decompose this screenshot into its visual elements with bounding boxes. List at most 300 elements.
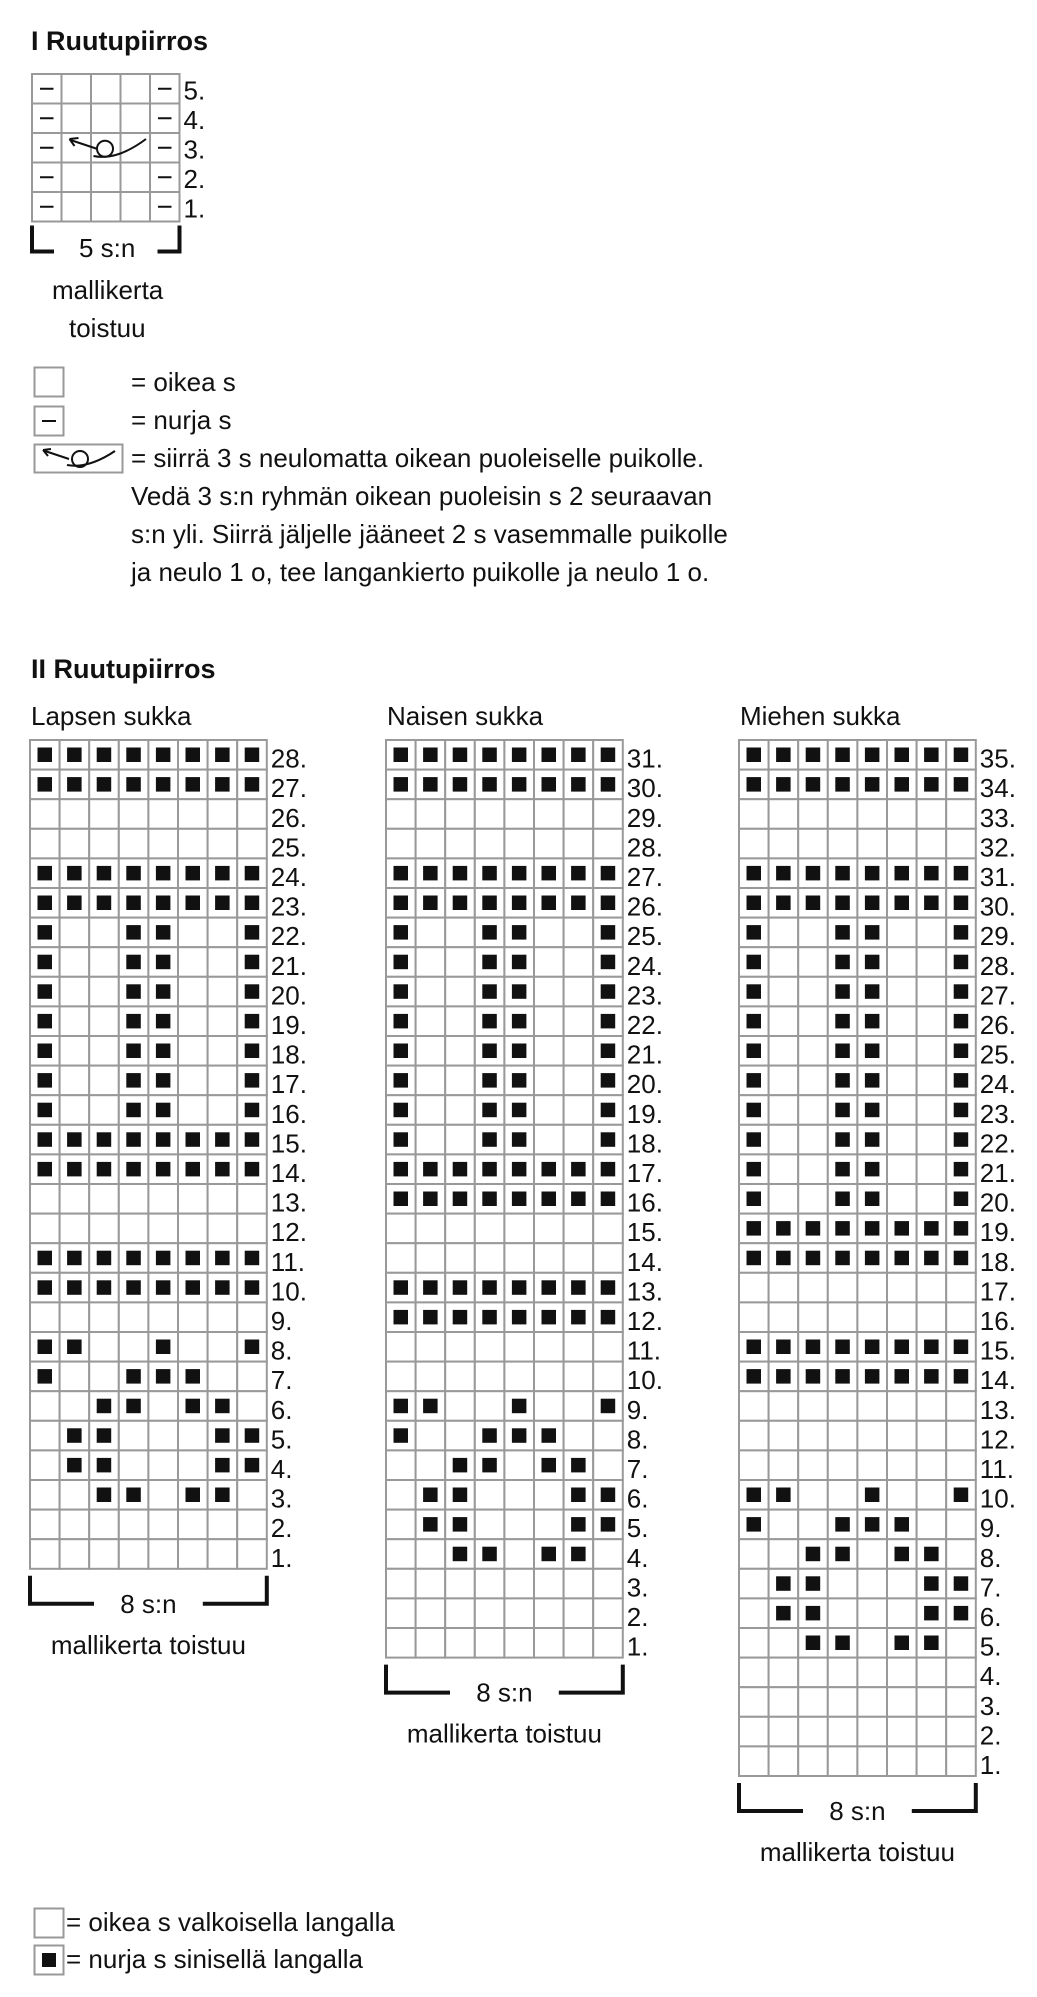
purl-mark [865, 1517, 880, 1532]
stitch-cell [798, 1125, 828, 1155]
row-number: 27. [270, 773, 307, 804]
chart1-cell [121, 163, 151, 193]
row-number: 23. [979, 1098, 1016, 1129]
legend-knit-square [33, 366, 67, 400]
stitch-cell [769, 1746, 799, 1776]
purl-mark [186, 1280, 201, 1295]
stitch-cell [60, 947, 90, 977]
purl-mark [423, 1162, 438, 1177]
stitch-cell [445, 1095, 475, 1125]
stitch-cell [445, 1598, 475, 1628]
stitch-cell [60, 918, 90, 948]
purl-mark [482, 984, 497, 999]
purl-mark [38, 984, 53, 999]
purl-mark [601, 1192, 616, 1207]
row-number: 11. [626, 1335, 662, 1366]
purl-mark [245, 1073, 260, 1088]
purl-mark [245, 1132, 260, 1147]
purl-mark [747, 1517, 762, 1532]
stitch-cell [739, 1421, 769, 1451]
stitch-cell [828, 1421, 858, 1451]
stitch-cell [564, 977, 594, 1007]
stitch-cell [593, 829, 623, 859]
stitch-cell [475, 1598, 505, 1628]
purl-mark [394, 1192, 409, 1207]
row-number: 6. [626, 1483, 649, 1514]
stitch-cell [917, 1095, 947, 1125]
stitch-cell [504, 1480, 534, 1510]
stitch-cell [119, 1214, 149, 1244]
stitch-cell [534, 1066, 564, 1096]
row-number: 15. [626, 1217, 663, 1248]
purl-mark [97, 748, 112, 763]
row-number: 25. [626, 921, 663, 952]
stitch-cell [887, 1125, 917, 1155]
purl-mark [924, 1340, 939, 1355]
chart1-caption-1: mallikerta [52, 275, 164, 305]
purl-mark [865, 1162, 880, 1177]
stitch-cell [237, 1214, 267, 1244]
purl-mark [747, 1132, 762, 1147]
legend-filled-square [33, 1944, 67, 1978]
purl-mark [512, 1192, 527, 1207]
stitch-cell [917, 1184, 947, 1214]
row-number: 7. [626, 1454, 649, 1484]
stitch-cell [739, 1391, 769, 1421]
stitch-cell [534, 1569, 564, 1599]
purl-mark [512, 1132, 527, 1147]
purl-mark [835, 1547, 850, 1562]
purl-mark [126, 748, 141, 763]
stitch-cell [119, 1539, 149, 1569]
purl-mark [601, 1162, 616, 1177]
stitch-cell [828, 1273, 858, 1303]
purl-mark [954, 1340, 969, 1355]
row-number: 8. [979, 1542, 1002, 1573]
stitch-cell [593, 799, 623, 829]
purl-mark [954, 1576, 969, 1591]
row-number: 3. [979, 1690, 1002, 1721]
purl-mark [806, 777, 821, 792]
purl-mark [215, 1488, 230, 1503]
purl-mark [482, 777, 497, 792]
purl-mark [38, 1280, 53, 1295]
chart1-row-label: 1. [183, 193, 206, 224]
stitch-cell [60, 829, 90, 859]
stitch-cell [148, 1391, 178, 1421]
row-number: 25. [270, 832, 307, 863]
purl-mark [747, 1162, 762, 1177]
stitch-cell [564, 1332, 594, 1362]
stitch-cell [237, 1510, 267, 1540]
stitch-cell [60, 1066, 90, 1096]
stitch-cell [593, 1214, 623, 1244]
purl-mark [482, 955, 497, 970]
stitch-cell [593, 1569, 623, 1599]
stitch-cell [534, 1036, 564, 1066]
purl-mark [601, 1044, 616, 1059]
stitch-cell [769, 1539, 799, 1569]
stitch-cell [857, 1450, 887, 1480]
purl-mark [67, 1428, 82, 1443]
repeat-caption: mallikerta toistuu [406, 1718, 602, 1749]
stitch-cell [828, 1569, 858, 1599]
stitch-cell [89, 1302, 119, 1332]
chart1-cell [62, 192, 92, 222]
stitch-cell [208, 1095, 238, 1125]
row-number: 29. [979, 921, 1016, 952]
stitch-cell [30, 1480, 60, 1510]
stitch-cell [534, 1598, 564, 1628]
purl-mark [776, 1576, 791, 1591]
purl-mark [453, 1162, 468, 1177]
purl-mark [245, 866, 260, 881]
purl-mark [394, 1132, 409, 1147]
stitch-cell [445, 1006, 475, 1036]
stitch-cell [89, 1036, 119, 1066]
stitch-cell [416, 1362, 446, 1392]
stitch-cell [208, 947, 238, 977]
stitch-cell [148, 1302, 178, 1332]
purl-mark [835, 1340, 850, 1355]
purl-mark [482, 1458, 497, 1473]
row-number: 16. [270, 1098, 307, 1129]
purl-mark [776, 777, 791, 792]
purl-mark [38, 1369, 53, 1384]
stitch-cell [386, 829, 416, 859]
purl-mark [865, 748, 880, 763]
stitch-cell [89, 947, 119, 977]
stitch-cell [917, 1421, 947, 1451]
purl-mark [67, 1458, 82, 1473]
stitch-cell [857, 1539, 887, 1569]
purl-mark [67, 896, 82, 911]
stitch-cell [534, 947, 564, 977]
stitch-cell [769, 1125, 799, 1155]
purl-mark [38, 925, 53, 940]
stitch-cell [208, 1302, 238, 1332]
purl-mark [571, 1192, 586, 1207]
row-number: 17. [626, 1158, 663, 1188]
stitch-cell [887, 1302, 917, 1332]
stitch-cell [534, 977, 564, 1007]
repeat-bracket-right [559, 1665, 623, 1693]
stitch-cell [917, 977, 947, 1007]
repeat-text: 8 s:n [476, 1677, 533, 1708]
purl-mark [776, 1488, 791, 1503]
stitch-cell [60, 1362, 90, 1392]
legend-cable-line-2: Vedä 3 s:n ryhmän oikean puoleisin s 2 seuraavan [131, 481, 713, 511]
row-number: 6. [979, 1602, 1002, 1632]
stitch-cell [178, 799, 208, 829]
purl-mark [865, 866, 880, 881]
purl-mark [865, 777, 880, 792]
stitch-cell [946, 1717, 976, 1747]
purl-mark [601, 866, 616, 881]
stitch-cell [445, 1125, 475, 1155]
repeat-text: 8 s:n [120, 1588, 177, 1619]
purl-mark [601, 748, 616, 763]
row-number: 24. [270, 862, 307, 892]
chart1-cell [121, 74, 151, 104]
purl-mark [156, 1251, 171, 1266]
stitch-cell [148, 1421, 178, 1451]
row-number: 28. [626, 832, 663, 863]
stitch-cell [30, 1184, 60, 1214]
stitch-cell [917, 918, 947, 948]
stitch-cell [416, 1332, 446, 1362]
stitch-cell [946, 1746, 976, 1776]
stitch-cell [946, 829, 976, 859]
purl-mark [542, 1192, 557, 1207]
stitch-cell [564, 1243, 594, 1273]
stitch-cell [60, 1302, 90, 1332]
purl-mark [156, 866, 171, 881]
purl-mark [423, 748, 438, 763]
stitch-cell [30, 1450, 60, 1480]
row-number: 12. [270, 1217, 307, 1248]
purl-mark [747, 925, 762, 940]
purl-mark [453, 896, 468, 911]
stitch-cell [946, 1391, 976, 1421]
stitch-cell [917, 1006, 947, 1036]
legend-purl-square [33, 405, 67, 439]
purl-mark [482, 866, 497, 881]
purl-mark [67, 1162, 82, 1177]
stitch-cell [208, 1539, 238, 1569]
stitch-cell [504, 1628, 534, 1658]
purl-mark [38, 866, 53, 881]
stitch-cell [769, 1302, 799, 1332]
chart1-cell [91, 163, 121, 193]
stitch-cell [917, 1154, 947, 1184]
purl-mark [865, 1132, 880, 1147]
purl-mark [394, 1073, 409, 1088]
stitch-cell [828, 1687, 858, 1717]
purl-mark [806, 748, 821, 763]
purl-mark [806, 1636, 821, 1651]
stitch-cell [739, 1717, 769, 1747]
purl-mark [835, 984, 850, 999]
purl-mark [156, 777, 171, 792]
stitch-cell [148, 1480, 178, 1510]
stitch-cell [534, 1125, 564, 1155]
purl-mark [895, 1547, 910, 1562]
purl-mark [215, 748, 230, 763]
stitch-cell [798, 1036, 828, 1066]
purl-mark [453, 748, 468, 763]
purl-mark [924, 1606, 939, 1621]
row-number: 13. [979, 1394, 1016, 1425]
stitch-cell [564, 1391, 594, 1421]
row-number: 4. [979, 1661, 1002, 1692]
stitch-cell [917, 1658, 947, 1688]
stitch-cell [386, 1214, 416, 1244]
row-number: 4. [626, 1542, 649, 1573]
legend-knit-text: = oikea s [131, 367, 236, 397]
purl-mark [126, 1251, 141, 1266]
purl-mark [423, 777, 438, 792]
stitch-cell [857, 799, 887, 829]
purl-mark [924, 1576, 939, 1591]
purl-mark [776, 866, 791, 881]
purl-mark [156, 925, 171, 940]
stitch-cell [89, 918, 119, 948]
stitch-cell [917, 1273, 947, 1303]
stitch-cell [208, 1362, 238, 1392]
purl-mark [542, 1547, 557, 1562]
purl-mark [954, 955, 969, 970]
purl-mark [245, 1458, 260, 1473]
row-number: 30. [626, 773, 663, 804]
purl-mark [38, 955, 53, 970]
row-number: 1. [626, 1631, 649, 1662]
purl-mark [865, 1014, 880, 1029]
purl-mark [126, 984, 141, 999]
stitch-cell [798, 1450, 828, 1480]
purl-mark [38, 1251, 53, 1266]
stitch-cell [564, 829, 594, 859]
stitch-cell [60, 1006, 90, 1036]
purl-mark [453, 1280, 468, 1295]
row-number: 11. [270, 1246, 306, 1277]
stitch-cell [475, 1214, 505, 1244]
purl-mark [512, 984, 527, 999]
purl-mark [186, 1488, 201, 1503]
row-number: 35. [979, 743, 1016, 774]
purl-mark [245, 1251, 260, 1266]
chart1-row-label: 4. [183, 105, 206, 135]
purl-mark [394, 1310, 409, 1325]
stitch-cell [857, 1302, 887, 1332]
stitch-cell [386, 1362, 416, 1392]
row-number: 22. [979, 1128, 1016, 1159]
stitch-cell [416, 1421, 446, 1451]
purl-mark [186, 1369, 201, 1384]
purl-mark [954, 1044, 969, 1059]
purl-mark [747, 1251, 762, 1266]
stitch-cell [208, 1184, 238, 1214]
purl-mark [835, 1014, 850, 1029]
stitch-cell [178, 1421, 208, 1451]
purl-mark [542, 748, 557, 763]
stitch-cell [887, 947, 917, 977]
stitch-cell [857, 1717, 887, 1747]
stitch-cell [208, 1006, 238, 1036]
purl-mark [482, 1192, 497, 1207]
stitch-cell [564, 1006, 594, 1036]
stitch-cell [769, 918, 799, 948]
purl-mark [601, 925, 616, 940]
row-number: 15. [979, 1335, 1016, 1366]
stitch-cell [739, 829, 769, 859]
stitch-cell [798, 1154, 828, 1184]
stitch-cell [475, 1510, 505, 1540]
row-number: 19. [270, 1010, 307, 1040]
stitch-cell [798, 1184, 828, 1214]
purl-mark [835, 896, 850, 911]
purl-mark [215, 866, 230, 881]
purl-mark [215, 1458, 230, 1473]
stitch-cell [30, 1510, 60, 1540]
purl-mark [954, 1073, 969, 1088]
stitch-cell [887, 1569, 917, 1599]
purl-mark [512, 1428, 527, 1443]
stitch-cell [946, 1273, 976, 1303]
stitch-cell [119, 1510, 149, 1540]
stitch-cell [798, 977, 828, 1007]
purl-mark [865, 1488, 880, 1503]
repeat-caption: mallikerta toistuu [50, 1629, 246, 1660]
purl-mark [835, 866, 850, 881]
purl-mark [97, 1428, 112, 1443]
purl-mark [601, 896, 616, 911]
stitch-cell [887, 918, 917, 948]
purl-mark [156, 1162, 171, 1177]
row-number: 19. [626, 1098, 663, 1129]
stitch-cell [386, 1598, 416, 1628]
stitch-cell [828, 1391, 858, 1421]
purl-mark [542, 896, 557, 911]
chart1-cell [121, 104, 151, 134]
stitch-cell [917, 1066, 947, 1096]
row-number: 25. [979, 1039, 1016, 1070]
purl-mark [601, 1014, 616, 1029]
stitch-cell [148, 1510, 178, 1540]
purl-mark [835, 1192, 850, 1207]
stitch-cell [593, 1332, 623, 1362]
purl-mark [67, 866, 82, 881]
chart-lapsen-title: Lapsen sukka [31, 701, 192, 731]
purl-mark [835, 1636, 850, 1651]
stitch-cell [60, 1391, 90, 1421]
stitch-cell [534, 1214, 564, 1244]
stitch-cell [416, 1036, 446, 1066]
stitch-cell [739, 1302, 769, 1332]
stitch-cell [60, 1095, 90, 1125]
stitch-cell [208, 918, 238, 948]
purl-mark [186, 1132, 201, 1147]
row-number: 18. [626, 1128, 663, 1159]
stitch-cell [739, 1746, 769, 1776]
stitch-cell [739, 1539, 769, 1569]
row-number: 2. [270, 1513, 293, 1544]
row-number: 10. [626, 1365, 663, 1396]
stitch-cell [769, 1510, 799, 1540]
stitch-cell [504, 1539, 534, 1569]
purl-mark [453, 1488, 468, 1503]
row-number: 9. [270, 1306, 293, 1336]
row-number: 24. [626, 950, 663, 981]
purl-mark [38, 1340, 53, 1355]
stitch-cell [178, 1184, 208, 1214]
stitch-cell [386, 1450, 416, 1480]
stitch-cell [769, 1450, 799, 1480]
purl-mark [571, 896, 586, 911]
purl-mark [156, 1103, 171, 1118]
stitch-cell [739, 1598, 769, 1628]
chart1-cell [62, 104, 92, 134]
stitch-cell [564, 1598, 594, 1628]
purl-mark [747, 866, 762, 881]
stitch-cell [917, 947, 947, 977]
purl-mark [865, 1251, 880, 1266]
stitch-cell [445, 918, 475, 948]
stitch-cell [534, 1095, 564, 1125]
stitch-cell [89, 799, 119, 829]
repeat-bracket-left [739, 1783, 803, 1811]
stitch-cell [534, 1480, 564, 1510]
